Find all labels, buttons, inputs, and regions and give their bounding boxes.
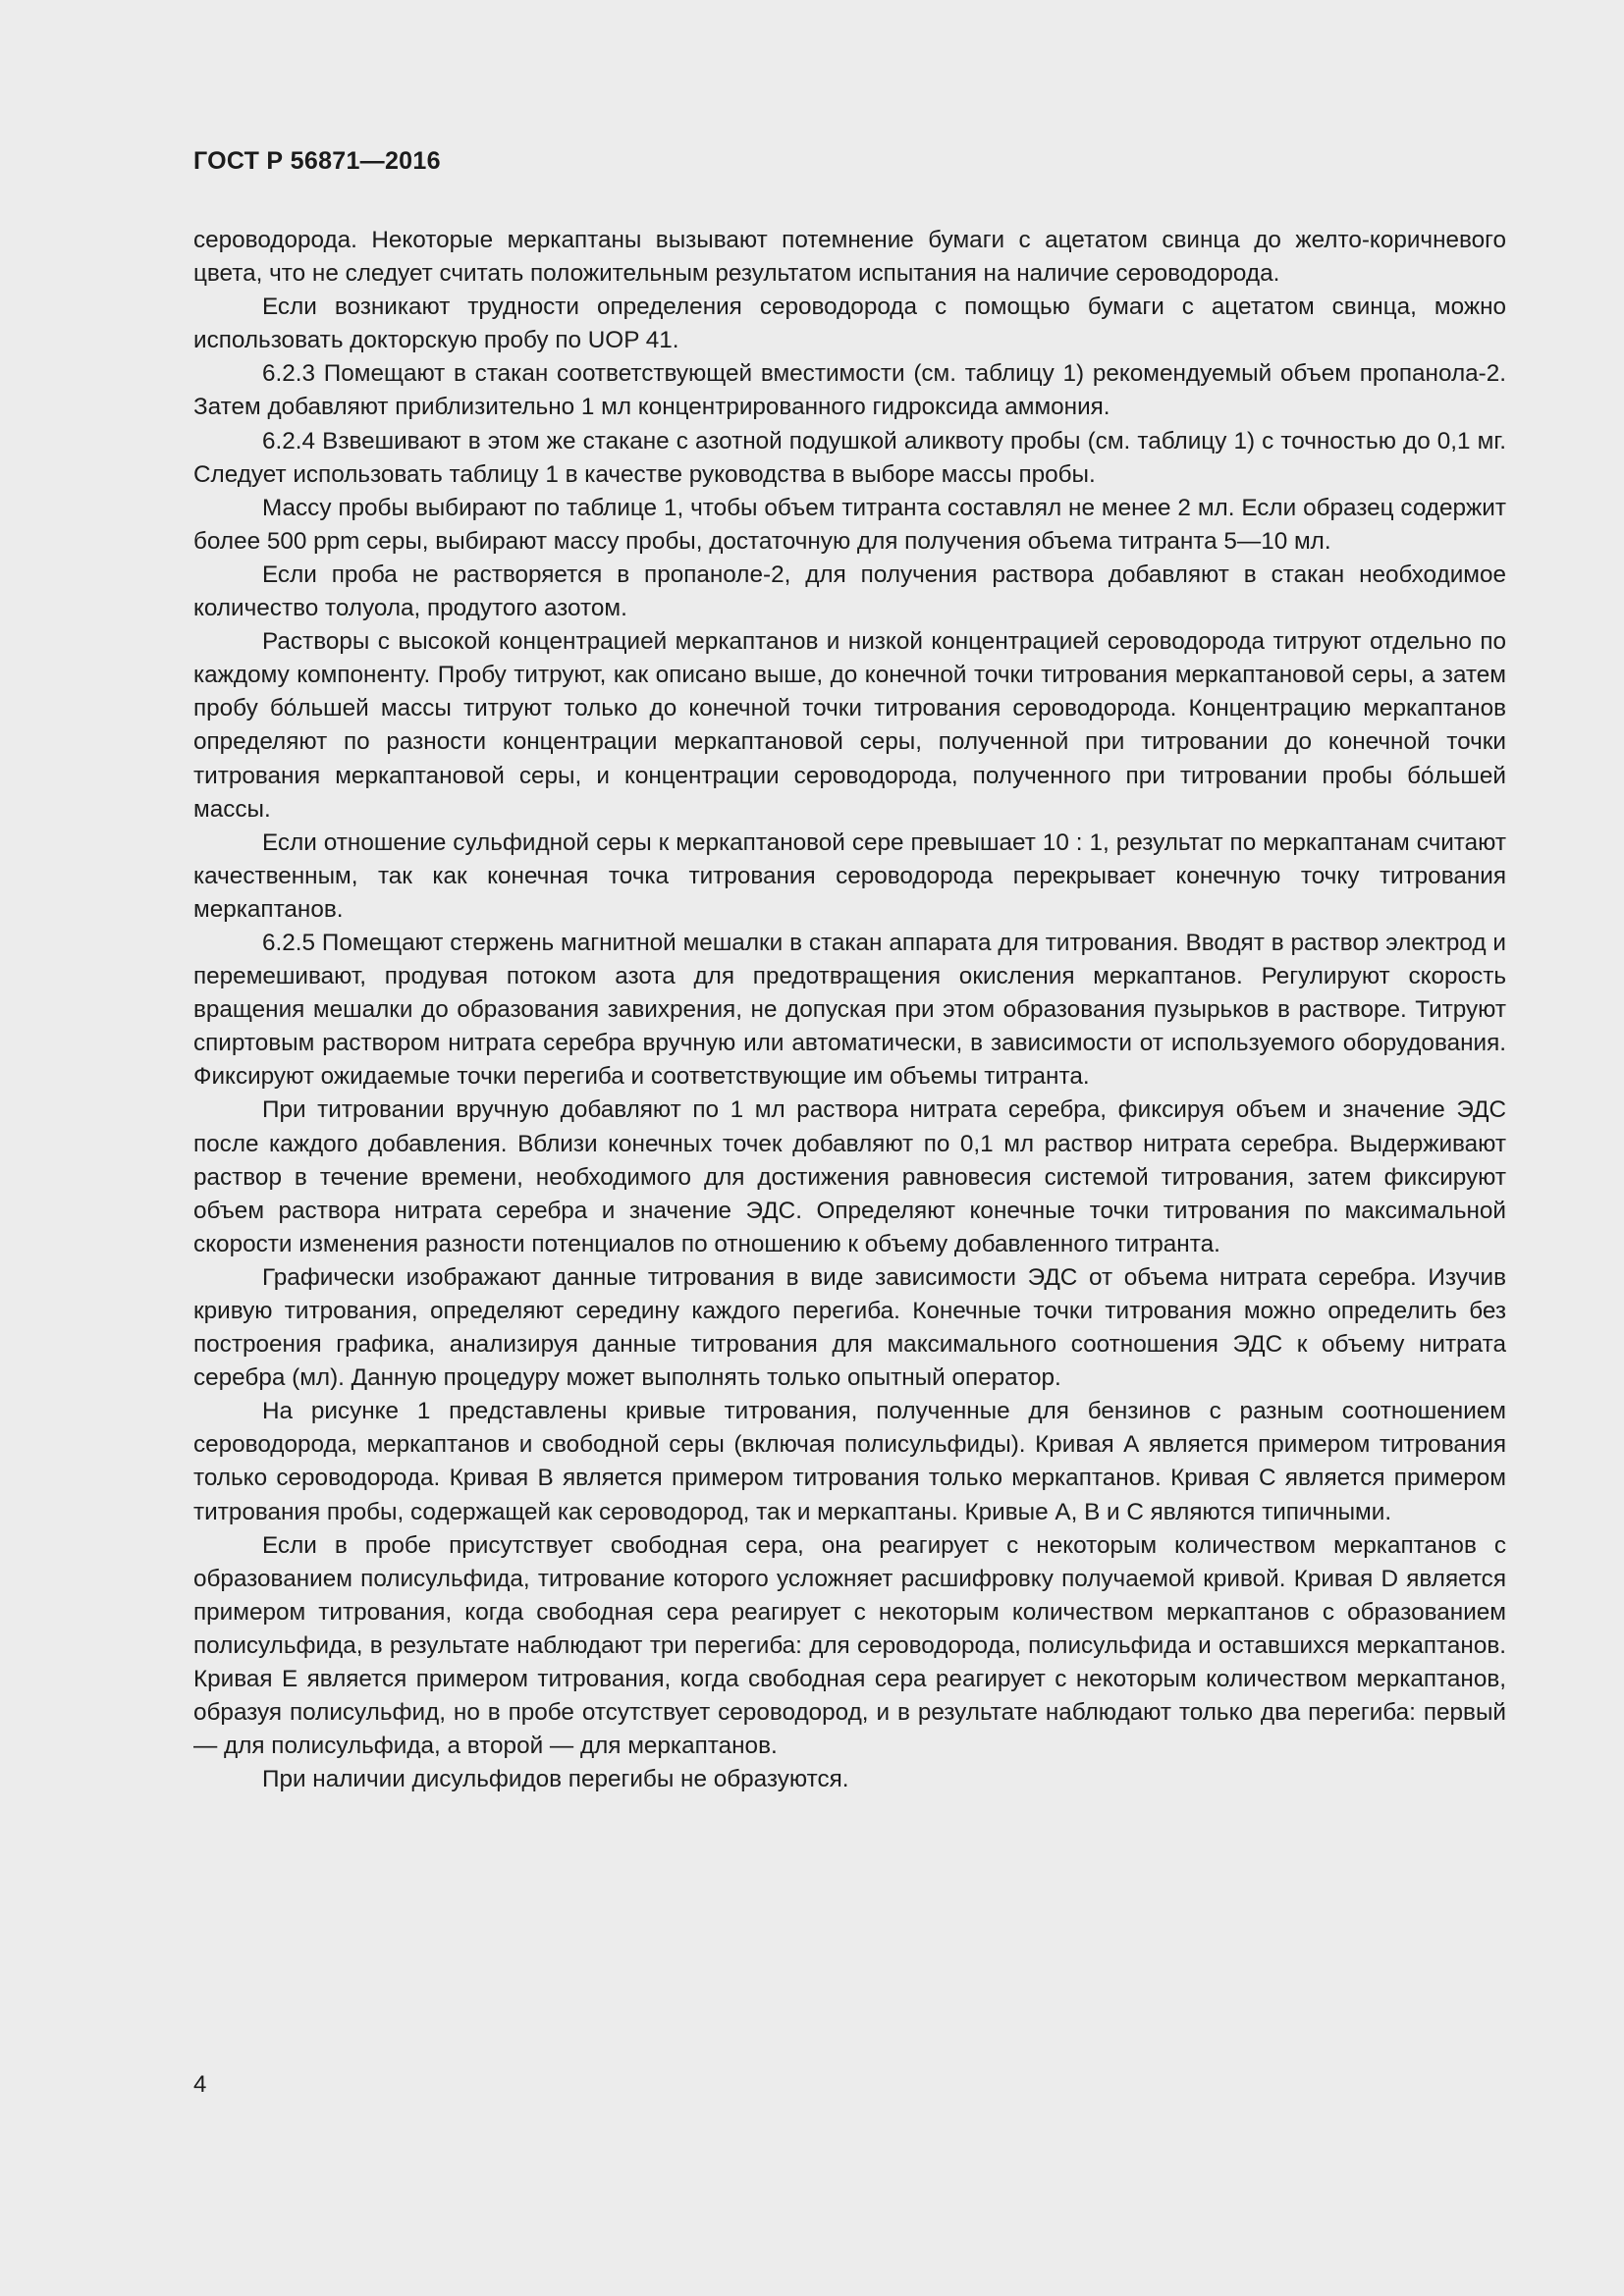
- paragraph: При титровании вручную добавляют по 1 мл раствора нитрата серебра, фиксируя объем и значение ЭДС после каждого добавления. Вблизи конечных точек добавляют по 0,1 мл раствор нитрата серебра. Выдерживают раствор в течение времени, необходимого для достижения равновесия системой титрования, затем фиксируют объем раствора нитрата серебра и значение ЭДС. Определяют конечные точки титрования по максимальной скорости изменения разности потенциалов по отношению к объему добавленного титранта.: [193, 1096, 1506, 1257]
- paragraph: сероводорода. Некоторые меркаптаны вызывают потемнение бумаги с ацетатом свинца до желто-коричневого цвета, что не следует считать положительным результатом испытания на наличие сероводорода.: [193, 227, 1506, 288]
- paragraph: Массу пробы выбирают по таблице 1, чтобы объем титранта составлял не менее 2 мл. Если образец содержит более 500 ppm серы, выбирают массу пробы, достаточную для получения объема титранта 5—10 мл.: [193, 494, 1506, 555]
- document-header: ГОСТ Р 56871—2016: [193, 147, 441, 175]
- paragraph: Если отношение сульфидной серы к меркаптановой сере превышает 10 : 1, результат по меркаптанам считают качественным, так как конечная точка титрования сероводорода перекрывает конечную точку титрования меркаптанов.: [193, 828, 1506, 923]
- paragraph: Растворы с высокой концентрацией меркаптанов и низкой концентрацией сероводорода титруют отдельно по каждому компоненту. Пробу титруют, как описано выше, до конечной точки титрования меркаптановой серы, а затем пробу бо́льшей массы титруют только до конечной точки титрования сероводорода. Концентрацию меркаптанов определяют по разности концентрации меркаптановой серы, полученной при титровании до конечной точки титрования меркаптановой серы, и концентрации сероводорода, полученного при титровании пробы бо́льшей массы.: [193, 628, 1506, 823]
- paragraph: Графически изображают данные титрования в виде зависимости ЭДС от объема нитрата серебра. Изучив кривую титрования, определяют середину каждого перегиба. Конечные точки титрования можно определить без построения графика, анализируя данные титрования для максимального соотношения ЭДС к объему нитрата серебра (мл). Данную процедуру может выполнять только опытный оператор.: [193, 1263, 1506, 1392]
- document-body: [193, 224, 1506, 1796]
- paragraph: Если возникают трудности определения сероводорода с помощью бумаги с ацетатом свинца, можно использовать докторскую пробу по UOP 41.: [193, 294, 1506, 354]
- paragraph: 6.2.4 Взвешивают в этом же стакане с азотной подушкой аликвоту пробы (см. таблицу 1) с точностью до 0,1 мг. Следует использовать таблицу 1 в качестве руководства в выборе массы пробы.: [193, 427, 1506, 488]
- paragraph: Если в пробе присутствует свободная сера, она реагирует с некоторым количеством меркаптанов с образованием полисульфида, титрование которого усложняет расшифровку получаемой кривой. Кривая D является примером титрования, когда свободная сера реагирует с некоторым количеством меркаптанов с образованием полисульфида, в результате наблюдают три перегиба: для сероводорода, полисульфида и оставшихся меркаптанов. Кривая Е является примером титрования, когда свободная сера реагирует с некоторым количеством меркаптанов, образуя полисульфид, но в пробе отсутствует сероводород, и в результате наблюдают только два перегиба: первый — для полисульфида, а второй — для меркаптанов.: [193, 1531, 1506, 1760]
- paragraph: 6.2.5 Помещают стержень магнитной мешалки в стакан аппарата для титрования. Вводят в раствор электрод и перемешивают, продувая потоком азота для предотвращения окисления меркаптанов. Регулируют скорость вращения мешалки до образования завихрения, не допуская при этом образования пузырьков в растворе. Титруют спиртовым раствором нитрата серебра вручную или автоматически, в зависимости от используемого оборудования. Фиксируют ожидаемые точки перегиба и соответствующие им объемы титранта.: [193, 929, 1506, 1091]
- paragraph: При наличии дисульфидов перегибы не образуются.: [262, 1766, 849, 1793]
- paragraph: 6.2.3 Помещают в стакан соответствующей вместимости (см. таблицу 1) рекомендуемый объем пропанола-2. Затем добавляют приблизительно 1 мл концентрированного гидроксида аммония.: [193, 360, 1506, 421]
- paragraph: На рисунке 1 представлены кривые титрования, полученные для бензинов с разным соотношением сероводорода, меркаптанов и свободной серы (включая полисульфиды). Кривая А является примером титрования только сероводорода. Кривая В является примером титрования только меркаптанов. Кривая С является примером титрования пробы, содержащей как сероводород, так и меркаптаны. Кривые А, В и С являются типичными.: [193, 1398, 1506, 1525]
- paragraph: Если проба не растворяется в пропаноле-2, для получения раствора добавляют в стакан необходимое количество толуола, продутого азотом.: [193, 561, 1506, 622]
- page-number: 4: [193, 2071, 207, 2098]
